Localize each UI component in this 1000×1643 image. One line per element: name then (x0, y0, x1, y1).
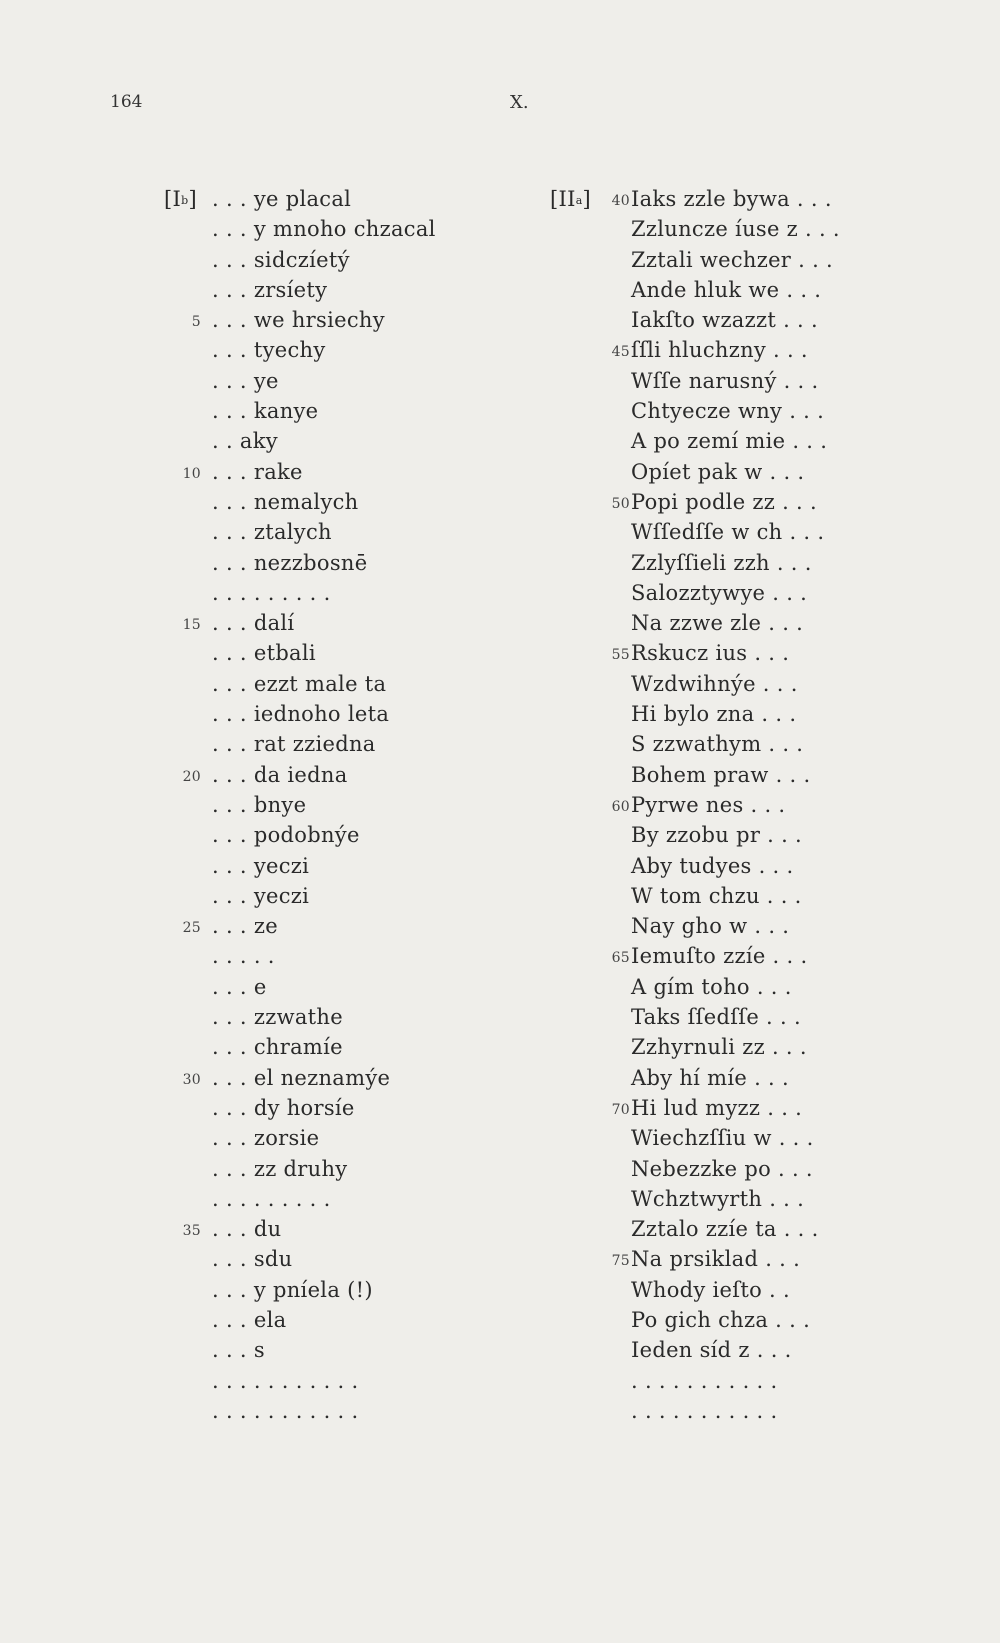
verse-line (550, 487, 970, 517)
verse-text: . . . ztalych (212, 520, 332, 545)
verse-line (550, 335, 970, 365)
verse-line (150, 396, 530, 426)
verse-text: . . . zzwathe (212, 1005, 343, 1030)
line-number: 15 (182, 617, 201, 634)
verse-line (150, 1214, 530, 1244)
verse-line (550, 578, 970, 608)
line-number: 75 (611, 1253, 630, 1270)
verse-text: . . . tyechy (212, 338, 326, 363)
verse-line (150, 305, 530, 335)
verse-text: . . . etbali (212, 641, 316, 666)
verse-line (150, 760, 530, 790)
verse-line (550, 1244, 970, 1274)
verse-line (550, 911, 970, 941)
verse-text: Wchztwyrth . . . (631, 1186, 805, 1211)
folio-marker: $[I^b]$ (164, 187, 197, 211)
verse-line (550, 881, 970, 911)
verse-text: . . . we hrsiechy (212, 308, 385, 333)
verse-line (550, 820, 970, 850)
verse-text: . . . zorsie (212, 1126, 320, 1151)
verse-line (150, 426, 530, 456)
verse-text: . . . . . . . . . . . (212, 1368, 359, 1393)
verse-line (550, 1032, 970, 1062)
verse-text: Taks ſſedſſe . . . (631, 1005, 801, 1030)
verse-line (150, 608, 530, 638)
verse-line (150, 1093, 530, 1123)
verse-text: . . . da iedna (212, 762, 348, 787)
verse-line (150, 1002, 530, 1032)
verse-text: . . . nezzbosnē (212, 550, 368, 575)
verse-text: Iakſto wzazzt . . . (631, 308, 818, 333)
verse-line (550, 1366, 970, 1396)
verse-line (550, 184, 970, 214)
verse-line (550, 851, 970, 881)
verse-line (550, 275, 970, 305)
verse-line (150, 1123, 530, 1153)
verse-line (550, 638, 970, 668)
verse-line (150, 851, 530, 881)
verse-line (150, 184, 530, 214)
verse-line (150, 578, 530, 608)
line-number: 60 (611, 798, 630, 815)
verse-line (150, 699, 530, 729)
verse-line (150, 881, 530, 911)
folio-marker: $[II^a]$ (550, 187, 592, 211)
verse-text: By zzobu pr . . . (631, 823, 803, 848)
line-number: 20 (182, 768, 201, 785)
verse-text: Zztali wechzer . . . (631, 247, 833, 272)
line-number: 65 (611, 950, 630, 967)
verse-text: Ande hluk we . . . (631, 277, 822, 302)
verse-text: . . . y pníela (!) (212, 1277, 373, 1302)
verse-text: . . . nemalych (212, 489, 359, 514)
verse-line (150, 820, 530, 850)
verse-text: . . . ye (212, 368, 279, 393)
line-number: 40 (611, 193, 630, 209)
verse-line (550, 1275, 970, 1305)
left-column (150, 184, 530, 1426)
verse-text: Rskucz ius . . . (631, 641, 790, 666)
verse-line (150, 366, 530, 396)
verse-text: Bohem praw . . . (631, 762, 811, 787)
verse-text: . . . yeczi (212, 883, 310, 908)
verse-line (150, 638, 530, 668)
line-number: 55 (611, 647, 630, 664)
verse-text: . . . sdu (212, 1247, 293, 1272)
verse-text: . . . el neznamýe (212, 1065, 391, 1090)
verse-line (150, 1154, 530, 1184)
verse-line (150, 548, 530, 578)
verse-text: . . . . . . . . . (212, 580, 331, 605)
verse-text: Wſſedſſe w ch . . . (631, 520, 825, 545)
verse-text: . . . . . . . . . . . (631, 1368, 778, 1393)
verse-line (550, 305, 970, 335)
verse-text: . . . dy horsíe (212, 1095, 355, 1120)
verse-line (150, 1184, 530, 1214)
line-number: 30 (182, 1071, 201, 1088)
verse-text: W tom chzu . . . (631, 883, 802, 908)
verse-text: . . . ela (212, 1307, 287, 1332)
verse-text: . . . . . . . . . . . (212, 1398, 359, 1423)
verse-text: Zzlyſſieli zzh . . . (631, 550, 812, 575)
verse-line (150, 1275, 530, 1305)
verse-line (550, 729, 970, 759)
verse-text: . . . rake (212, 459, 303, 484)
line-number: 25 (182, 920, 201, 937)
verse-line (150, 335, 530, 365)
line-number: 70 (611, 1101, 630, 1118)
verse-text: Po gich chza . . . (631, 1307, 811, 1332)
verse-text: . . . ze (212, 914, 278, 939)
verse-line (550, 790, 970, 820)
verse-text: Pyrwe nes . . . (631, 792, 786, 817)
verse-text: Popi podle zz . . . (631, 489, 817, 514)
verse-text: Zztalo zzíe ta . . . (631, 1217, 819, 1242)
verse-text: . . . rat zziedna (212, 732, 376, 757)
verse-text: Whody ieſto . . (631, 1277, 790, 1302)
verse-line (150, 1366, 530, 1396)
verse-text: Aby tudyes . . . (631, 853, 794, 878)
verse-line (150, 1305, 530, 1335)
verse-line (550, 1093, 970, 1123)
verse-text: . . . . . . . . . (212, 1186, 331, 1211)
verse-text: Ieden síd z . . . (631, 1338, 792, 1363)
verse-text: . . . du (212, 1217, 282, 1242)
verse-line (550, 457, 970, 487)
verse-text: Nebezzke po . . . (631, 1156, 813, 1181)
verse-line (550, 1123, 970, 1153)
verse-line (150, 1063, 530, 1093)
verse-text: . . . kanye (212, 399, 319, 424)
verse-line (550, 548, 970, 578)
verse-line (150, 245, 530, 275)
verse-line (550, 1214, 970, 1244)
line-number: 35 (182, 1223, 201, 1240)
verse-text: Wſſe narusný . . . (631, 368, 819, 393)
verse-text: Hi lud myzz . . . (631, 1095, 803, 1120)
verse-text: . . aky (212, 429, 278, 454)
verse-text: . . . s (212, 1338, 265, 1363)
running-head: X. (510, 92, 529, 113)
verse-line (150, 457, 530, 487)
verse-line (550, 396, 970, 426)
verse-line (150, 790, 530, 820)
verse-text: Nay gho w . . . (631, 914, 790, 939)
line-number: 45 (611, 344, 630, 361)
verse-text: ſſli hluchzny . . . (631, 338, 808, 363)
verse-text: . . . dalí (212, 611, 295, 636)
verse-text: Aby hí míe . . . (631, 1065, 789, 1090)
verse-text: Wzdwihnýe . . . (631, 671, 798, 696)
verse-line (550, 517, 970, 547)
verse-line (150, 669, 530, 699)
verse-text: . . . ye placal (212, 187, 352, 211)
verse-text: . . . zrsíety (212, 277, 328, 302)
verse-text: Wiechzſſiu w . . . (631, 1126, 814, 1151)
verse-text: . . . iednoho leta (212, 702, 390, 727)
verse-line (150, 517, 530, 547)
verse-line (550, 1002, 970, 1032)
verse-text: Salozztywye . . . (631, 580, 808, 605)
verse-line (150, 214, 530, 244)
verse-text: Hi bylo zna . . . (631, 702, 797, 727)
verse-text: Opíet pak w . . . (631, 459, 805, 484)
verse-line (150, 941, 530, 971)
verse-text: . . . ezzt male ta (212, 671, 387, 696)
verse-line (550, 941, 970, 971)
verse-text: . . . e (212, 974, 267, 999)
verse-line (150, 972, 530, 1002)
verse-line (150, 1032, 530, 1062)
verse-text: . . . . . (212, 944, 275, 969)
verse-line (550, 760, 970, 790)
verse-text: . . . yeczi (212, 853, 310, 878)
verse-text: Na prsiklad . . . (631, 1247, 801, 1272)
verse-text: . . . chramíe (212, 1035, 343, 1060)
verse-line (550, 1063, 970, 1093)
line-number: 10 (182, 465, 201, 482)
verse-text: Zzluncze íuse z . . . (631, 217, 840, 242)
line-number: 5 (191, 314, 201, 331)
verse-line (550, 1335, 970, 1365)
verse-text: Chtyecze wny . . . (631, 399, 825, 424)
verse-line (550, 669, 970, 699)
verse-text: Iemuſto zzíe . . . (631, 944, 808, 969)
verse-text: Zzhyrnuli zz . . . (631, 1035, 807, 1060)
verse-text: . . . . . . . . . . . (631, 1398, 778, 1423)
verse-line (150, 275, 530, 305)
page-number: 164 (110, 92, 143, 112)
verse-line (550, 1396, 970, 1426)
verse-line (550, 972, 970, 1002)
verse-line (150, 1244, 530, 1274)
verse-line (150, 1335, 530, 1365)
verse-line (550, 699, 970, 729)
verse-text: Iaks zzle bywa . . . (631, 187, 832, 211)
verse-line (550, 608, 970, 638)
verse-text: . . . bnye (212, 792, 307, 817)
right-column (550, 184, 970, 1426)
verse-line (150, 487, 530, 517)
verse-line (150, 729, 530, 759)
verse-line (550, 1184, 970, 1214)
verse-text: A gím toho . . . (631, 974, 792, 999)
verse-line (150, 1396, 530, 1426)
verse-line (550, 426, 970, 456)
line-number: 50 (611, 495, 630, 512)
verse-text: . . . zz druhy (212, 1156, 348, 1181)
verse-text: . . . podobnýe (212, 823, 360, 848)
verse-line (550, 1305, 970, 1335)
verse-text: S zzwathym . . . (631, 732, 804, 757)
verse-text: . . . sidczíetý (212, 247, 350, 272)
verse-line (550, 245, 970, 275)
verse-line (550, 366, 970, 396)
verse-text: . . . y mnoho chzacal (212, 217, 436, 242)
verse-line (550, 1154, 970, 1184)
verse-line (150, 911, 530, 941)
verse-line (550, 214, 970, 244)
verse-text: A po zemí mie . . . (631, 429, 828, 454)
verse-text: Na zzwe zle . . . (631, 611, 804, 636)
